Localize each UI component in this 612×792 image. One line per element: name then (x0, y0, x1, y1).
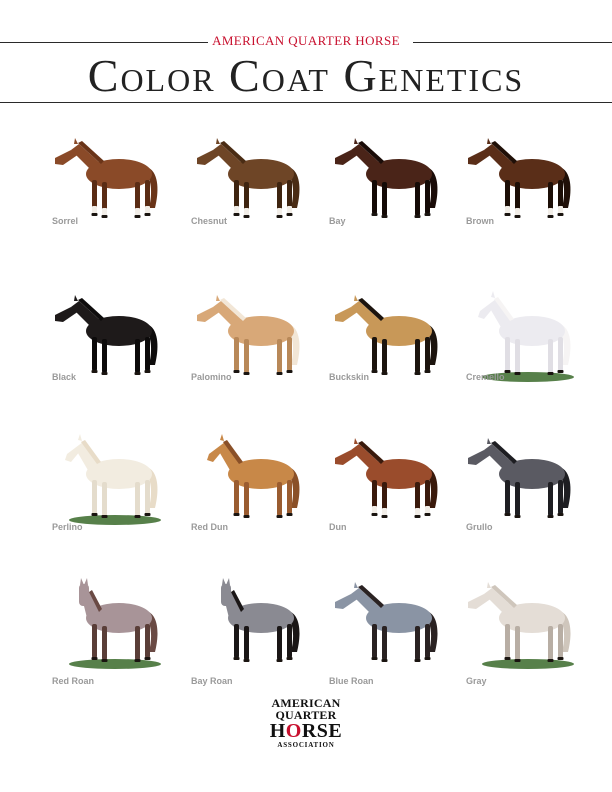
horse-label-gray: Gray (466, 676, 487, 686)
logo-line-association: ASSOCIATION (277, 741, 335, 749)
horse-label-brown: Brown (466, 216, 494, 226)
horse-label-bay-roan: Bay Roan (191, 676, 233, 686)
horse-red-dun-image (187, 428, 327, 528)
horse-black-image (45, 285, 185, 385)
horse-card-red-roan (45, 572, 185, 682)
logo-horse-o-letter: O (285, 720, 302, 742)
horse-label-blue-roan: Blue Roan (329, 676, 374, 686)
horse-sorrel-image (45, 128, 185, 228)
horse-blue-roan-image (325, 572, 465, 672)
horse-gray-image (458, 572, 598, 672)
horse-perlino-image (45, 428, 185, 528)
horse-label-red-dun: Red Dun (191, 522, 228, 532)
horse-chesnut-image (187, 128, 327, 228)
horse-card-blue-roan (325, 572, 465, 682)
horse-palomino-image (187, 285, 327, 385)
logo-line-american: AMERICAN (271, 696, 341, 710)
horse-grullo-image (458, 428, 598, 528)
page-title: Color Coat Genetics (87, 50, 525, 101)
horse-card-bay (325, 128, 465, 238)
horse-red-roan-image (45, 572, 185, 672)
header-supertitle (0, 33, 612, 49)
horse-label-sorrel: Sorrel (52, 216, 79, 226)
horse-bay-roan-image (187, 572, 327, 672)
horse-label-palomino: Palomino (191, 372, 232, 382)
aqha-logo (256, 697, 356, 750)
header-rule-bottom (0, 102, 612, 103)
logo-line-quarter: QUARTER (275, 708, 337, 722)
horse-brown-image (458, 128, 598, 228)
horse-bay-image (325, 128, 465, 228)
horse-buckskin-image (325, 285, 465, 385)
horse-card-bay-roan (187, 572, 327, 682)
horse-label-cremello: Cremello (466, 372, 505, 382)
horse-label-perlino: Perlino (52, 522, 83, 532)
horse-card-gray (458, 572, 598, 682)
horse-label-bay: Bay (329, 216, 346, 226)
horse-dun-image (325, 428, 465, 528)
horse-cremello-image (458, 285, 598, 385)
horse-label-red-roan: Red Roan (52, 676, 95, 686)
horse-label-buckskin: Buckskin (329, 372, 370, 382)
supertitle-text: AMERICAN QUARTER HORSE (208, 33, 404, 48)
logo-line-horse: HORSE (269, 720, 343, 742)
horse-label-chesnut: Chesnut (191, 216, 227, 226)
horse-label-black: Black (52, 372, 77, 382)
horse-label-dun: Dun (329, 522, 347, 532)
horse-label-grullo: Grullo (466, 522, 493, 532)
